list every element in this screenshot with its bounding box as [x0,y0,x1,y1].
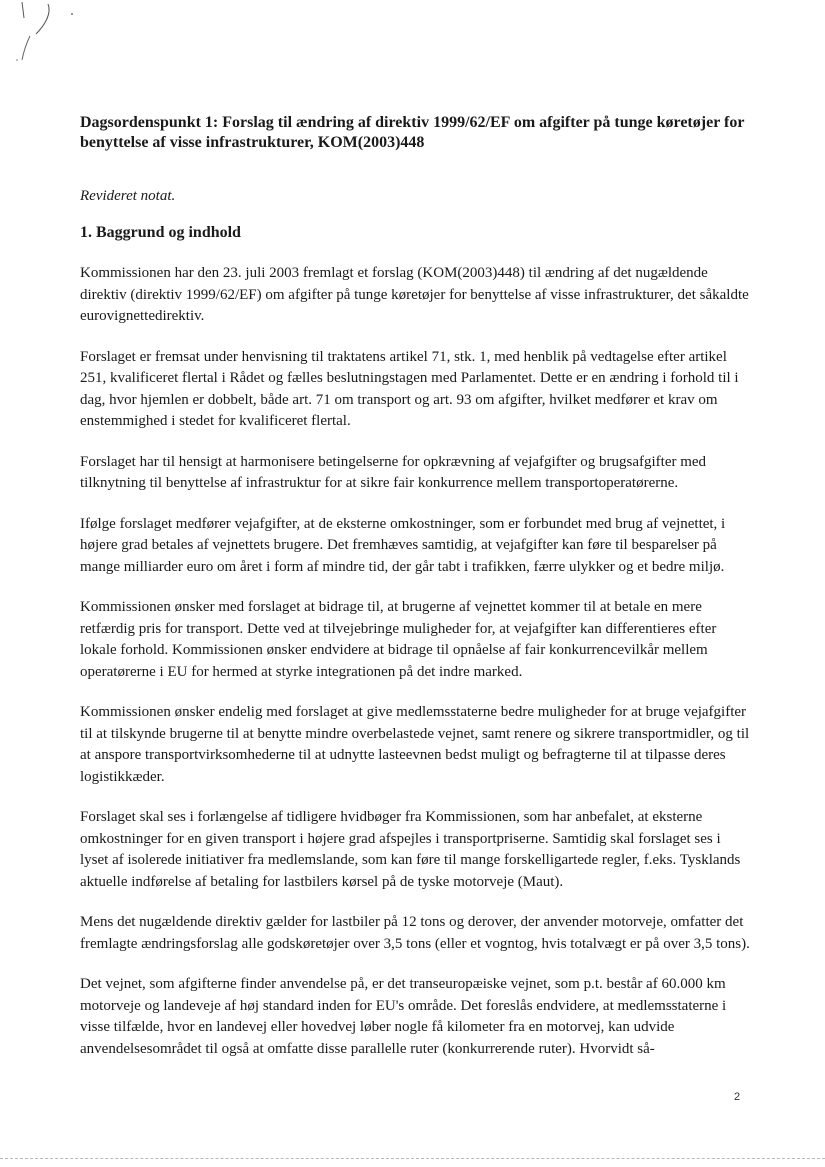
page-number: 2 [734,1091,741,1103]
scan-bottom-edge [0,1158,825,1159]
paragraph: Forslaget er fremsat under henvisning til traktatens artikel 71, stk. 1, med henblik på vedtagelse efter artikel 251, kvalificeret flertal i Rådet og fælles beslutningstagen med Parlamentet. Dette er en ændring i forhold til i dag, hvor hjemlen er dobbelt, både art. 71 om transport og art. 93 om afgifter, hvilket medfører et krav om enstemmighed i stedet for kvalificeret flertal. [80,348,739,429]
paragraph: Ifølge forslaget medfører vejafgifter, at de eksterne omkostninger, som er forbundet med brug af vejnettet, i højere grad betales af vejnettets brugere. Det fremhæves samtidig, at vejafgifter kan føre til besparelser på mange milliarder euro om året i form af mindre tid, der går tabt i trafikken, færre ulykker og et bedre miljø. [80,515,726,575]
section-heading: 1. Baggrund og indhold [80,224,241,241]
paragraph: Kommissionen har den 23. juli 2003 fremlagt et forslag (KOM(2003)448) til ændring af det nugældende direktiv (direktiv 1999/62/EF) om afgifter på tunge køretøjer for benyttelse af visse infrastrukturer, det såkaldte eurovignettedirektiv. [80,265,749,324]
paragraph: Kommissionen ønsker endelig med forslaget at give medlemsstaterne bedre muligheder for at bruge vejafgifter til at tilskynde brugerne til at benytte mindre overbelastede vejnet, samt renere og sikrere transportmidler, og til at anspore transportvirksomhederne til at udnytte lasteevnen bedst muligt og befragterne til at tilpasse deres logistikkæder. [80,704,750,785]
paragraph: Det vejnet, som afgifterne finder anvendelse på, er det transeuropæiske vejnet, som p.t. består af 60.000 km motorveje og landeveje af høj standard inden for EU's område. Det foreslås endvidere, at medlemsstaterne i visse tilfælde, hvor en landevej eller hovedvej løber nogle få kilometer fra en motorvej, kan udvide anvendelsesområdet til også at omfatte disse parallelle ruter (konkurrerende ruter). Hvorvidt så- [80,976,727,1057]
document-title: Dagsordenspunkt 1: Forslag til ændring af direktiv 1999/62/EF om afgifter på tunge køretøjer for benyttelse af visse infrastrukturer, KOM(2003)448 [80,114,745,151]
paragraph: Kommissionen ønsker med forslaget at bidrage til, at brugerne af vejnettet kommer til at betale en mere retfærdig pris for transport. Dette ved at tilvejebringe muligheder for, at vejafgifter kan differentieres efter lokale forhold. Kommissionen ønsker endvidere at bidrage til opnåelse af fair konkurrencevilkår mellem operatørerne i EU for hermed at styrke integrationen på det indre marked. [80,599,717,680]
document-subtitle: Revideret notat. [80,188,176,204]
handwritten-mark [8,0,78,70]
paragraph: Forslaget skal ses i forlængelse af tidligere hvidbøger fra Kommissionen, som har anbefalet, at eksterne omkostninger for en given transport i højere grad afspejles i transportpriserne. Samtidig skal forslaget ses i lyset af isolerede initiativer fra medlemslande, som kan føre til mange forskelligartede regler, f.eks. Tysklands aktuelle indførelse af betaling for lastbilers kørsel på de tyske motorveje (Maut). [80,809,741,890]
paragraph: Forslaget har til hensigt at harmonisere betingelserne for opkrævning af vejafgifter og brugsafgifter med tilknytning til benyttelse af infrastruktur for at sikre fair konkurrence mellem transportoperatørerne. [80,453,707,491]
document-body [80,113,750,1079]
paragraph: Mens det nugældende direktiv gælder for lastbiler på 12 tons og derover, der anvender motorveje, omfatter det fremlagte ændringsforslag alle godskøretøjer over 3,5 tons (eller et vogntog, hvis totalvægt er på over 3,5 tons). [80,914,750,952]
